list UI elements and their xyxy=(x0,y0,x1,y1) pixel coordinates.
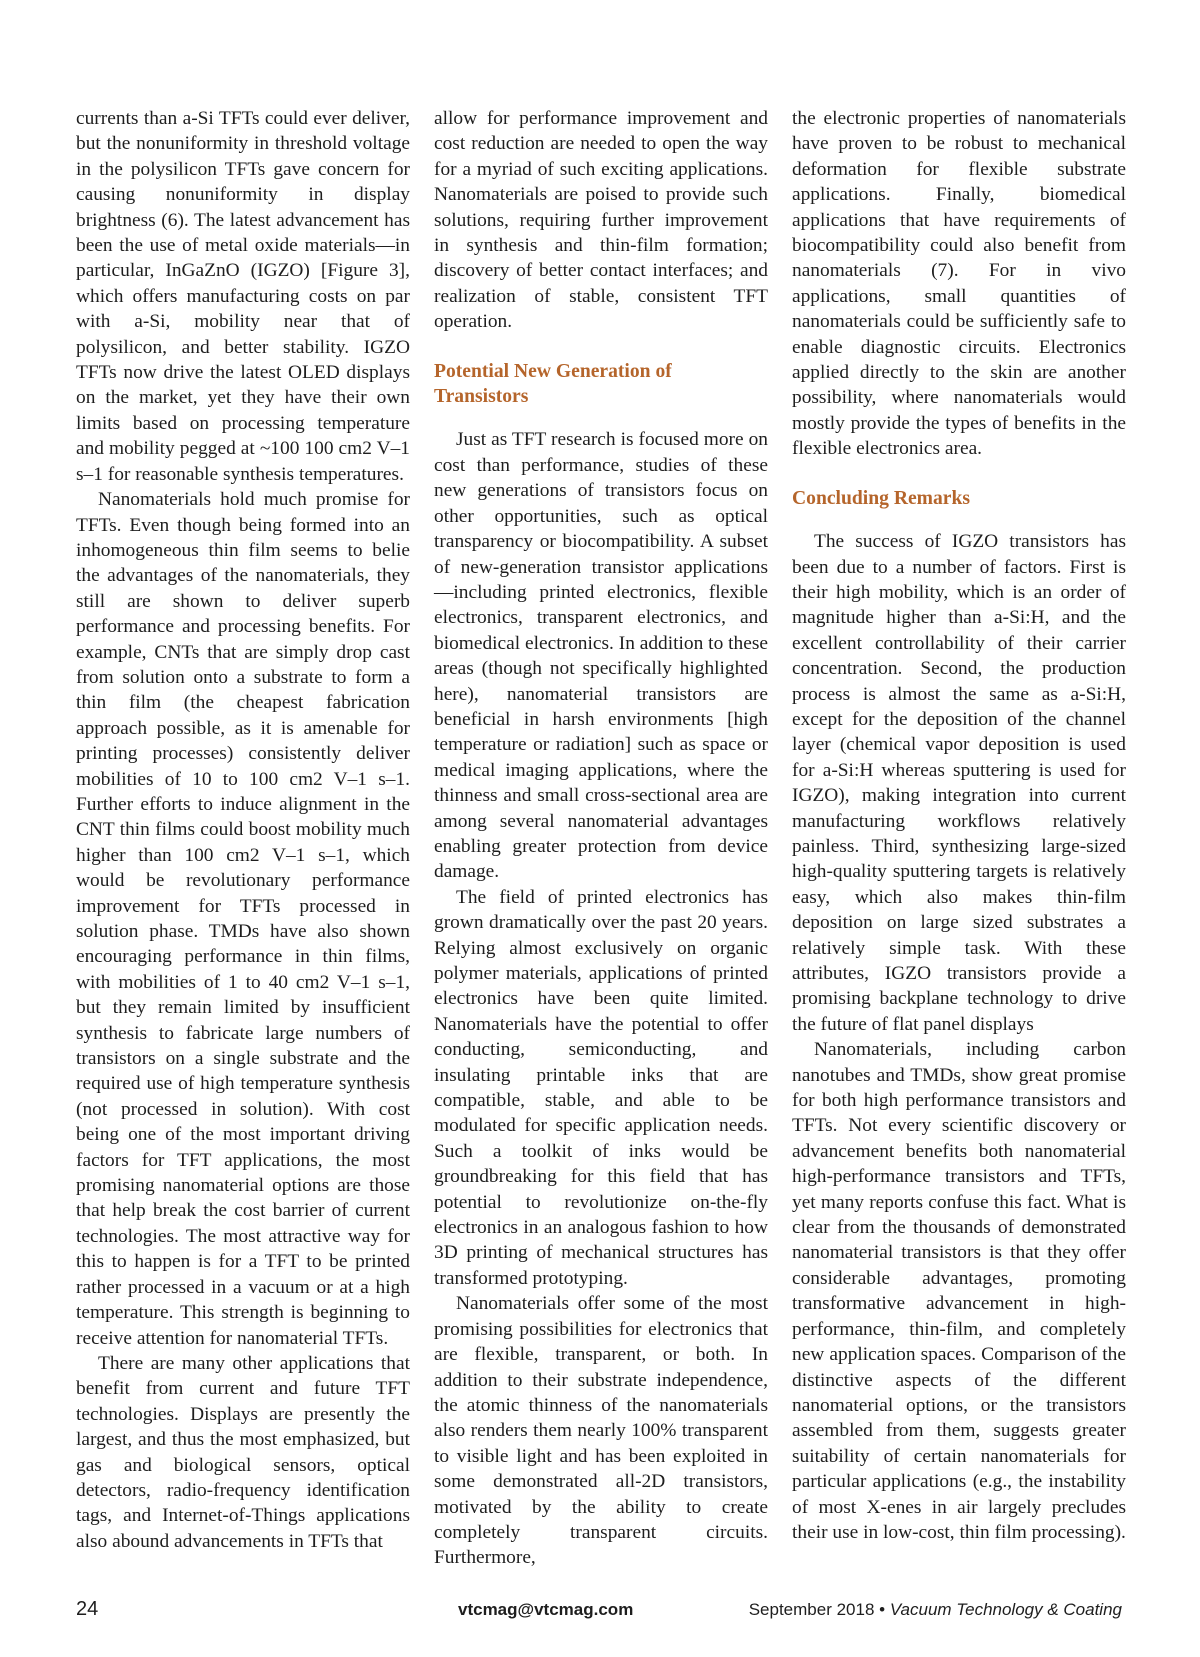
paragraph: Nanomaterials hold much promise for TFTs. Even though being formed into an inhomogeneous thin film seems to belie the advantages of the nanomaterials, they still are shown to deliver superb performance and processing benefits. For example, CNTs that are simply drop cast from solution onto a substrate to form a thin film (the cheapest fabrication approach possible, as it is amenable for printing processes) consistently deliver mobilities of 10 to 100 cm2 V–1 s–1. Further efforts to induce alignment in the CNT thin films could boost mobility much higher than 100 cm2 V–1 s–1, which would be revolutionary performance improvement for TFTs processed in solution phase. TMDs have also shown encouraging performance in thin films, with mobilities of 1 to 40 cm2 V–1 s–1, but they remain limited by insufficient synthesis to fabricate large numbers of transistors on a single substrate and the required use of high temperature synthesis (not processed in solution). With cost being one of the most important driving factors for TFT applications, the most promising nanomaterial options are those that help break the cost barrier of current technologies. The most attractive way for this to happen is for a TFT to be printed rather processed in a vacuum or at a high temperature. This strength is beginning to receive attention for nanomaterial TFTs. xyxy=(76,489,410,1349)
footer-issue xyxy=(749,1600,1122,1620)
section-heading: Potential New Generation of Transistors xyxy=(434,360,672,408)
section-heading: Concluding Remarks xyxy=(792,487,970,509)
paragraph: There are many other applications that benefit from current and future TFT technologies. Displays are presently the largest, and thus the most emphasized, but gas and biological sensors, optical detectors, radio-frequency identification tags, and Internet-of-Things applications also abound advancements in TFTs that xyxy=(76,1352,410,1552)
paragraph: allow for performance improvement and cost reduction are needed to open the way for a myriad of such exciting applications. Nanomaterials are poised to provide such solutions, requiring further improvement in synthesis and thin-film formation; discovery of better contact interfaces; and realization of stable, consistent TFT operation. xyxy=(434,108,768,333)
column-1 xyxy=(76,106,410,1554)
paragraph: Just as TFT research is focused more on cost than performance, studies of these new generations of transistors focus on other opportunities, such as optical transparency or biocompatibility. A subset of new-generation transistor applications—including printed electronics, flexible electronics, transparent electronics, and biomedical electronics. In addition to these areas (though not specifically highlighted here), nanomaterial transistors are beneficial in harsh environments [high temperature or radiation] such as space or medical imaging applications, where the thinness and small cross-sectional area are among several nanomaterial advantages enabling greater protection from device damage. xyxy=(434,429,768,883)
paragraph: Nanomaterials offer some of the most promising possibilities for electronics that are flexible, transparent, or both. In addition to their substrate independence, the atomic thinness of the nanomaterials also renders them nearly 100% transparent to visible light and has been exploited in some demonstrated all-2D transistors, motivated by the ability to create completely transparent circuits. Furthermore, xyxy=(434,1293,768,1569)
paragraph: The success of IGZO transistors has been due to a number of factors. First is their high mobility, which is an order of magnitude higher than a-Si:H, and the excellent controllability of their carrier concentration. Second, the production process is almost the same as a-Si:H, except for the deposition of the channel layer (chemical vapor deposition is used for a-Si:H whereas sputtering is used for IGZO), making integration into current manufacturing workflows relatively painless. Third, synthesizing large-sized high-quality sputtering targets is relatively easy, which also makes thin-film deposition on large sized substrates a relatively simple task. With these attributes, IGZO transistors provide a promising backplane technology to drive the future of flat panel displays xyxy=(792,531,1126,1035)
bullet-separator: • xyxy=(879,1600,886,1619)
magazine-title: Vacuum Technology & Coating xyxy=(889,1600,1122,1619)
paragraph: currents than a-Si TFTs could ever deliver, but the nonuniformity in threshold voltage in the polysilicon TFTs gave concern for causing nonuniformity in display brightness (6). The latest advancement has been the use of metal oxide materials—in particular, InGaZnO (IGZO) [Figure 3], which offers manufacturing costs on par with a-Si, mobility near that of polysilicon, and better stability. IGZO TFTs now drive the latest OLED displays on the market, yet they have their own limits based on processing temperature and mobility pegged at ~100 100 cm2 V–1 s–1 for reasonable synthesis temperatures. xyxy=(76,108,410,485)
page-number: 24 xyxy=(76,1598,99,1620)
footer-email: vtcmag@vtcmag.com xyxy=(458,1600,634,1619)
paragraph: Nanomaterials, including carbon nanotubes and TMDs, show great promise for both high performance transistors and TFTs. Not every scientific discovery or advancement benefits both nanomaterial high-performance transistors and TFTs, yet many reports confuse this fact. What is clear from the thousands of demonstrated nanomaterial transistors is that they offer considerable advantages, promoting transformative advancement in high-performance, thin-film, and completely new application spaces. Comparison of the distinctive aspects of the different nanomaterial options, or the transistors assembled from them, suggests greater suitability of certain nanomaterials for particular applications (e.g., the instability of most X-enes in air largely precludes their use in low-cost, thin film processing). xyxy=(792,1039,1126,1543)
paragraph: the electronic properties of nanomaterials have proven to be robust to mechanical deformation for flexible substrate applications. Finally, biomedical applications that have requirements of biocompatibility could also benefit from nanomaterials (7). For in vivo applications, small quantities of nanomaterials could be sufficiently safe to enable diagnostic circuits. Electronics applied directly to the skin are another possibility, where nanomaterials would mostly provide the types of benefits in the flexible electronics area. xyxy=(792,108,1126,460)
column-3 xyxy=(792,106,1126,1545)
issue-date: September 2018 xyxy=(748,1600,875,1619)
column-2 xyxy=(434,106,768,1571)
paragraph: The field of printed electronics has grown dramatically over the past 20 years. Relying almost exclusively on organic polymer materials, applications of printed electronics have been quite limited. Nanomaterials have the potential to offer conducting, semiconducting, and insulating printable inks that are compatible, stable, and able to be modulated for specific application needs. Such a toolkit of inks would be groundbreaking for this field that has potential to revolutionize on-the-fly electronics in an analogous fashion to how 3D printing of mechanical structures has transformed prototyping. xyxy=(434,886,768,1289)
